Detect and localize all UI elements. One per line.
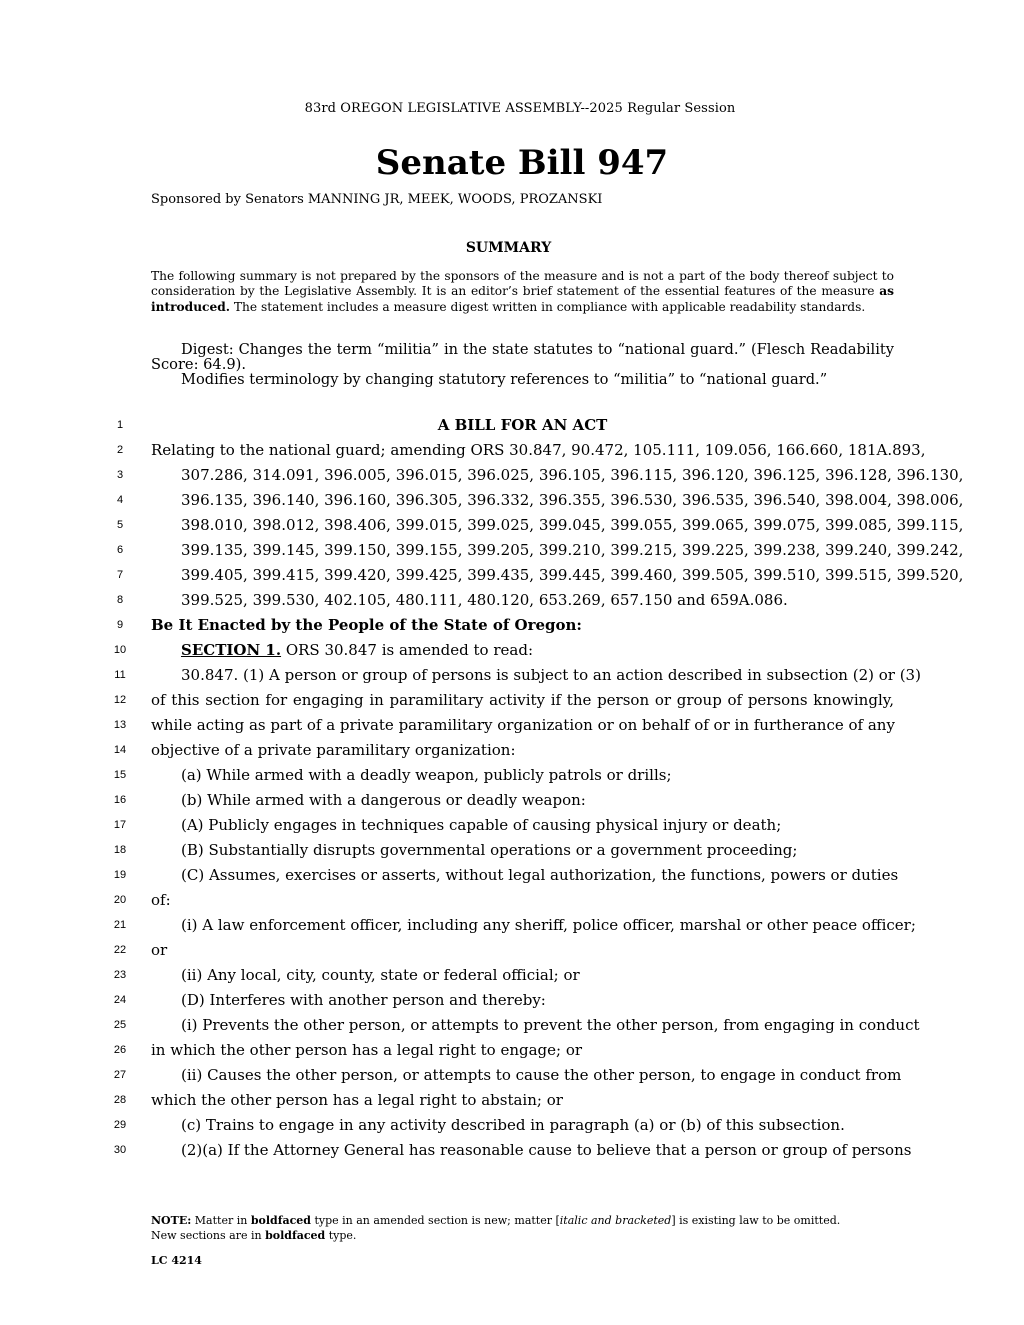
bill-line: 307.286, 314.091, 396.005, 396.015, 396.025, 396.105, 396.115, 396.120, 396.125, 396.128, 396.130,	[181, 466, 964, 484]
line-number: 21	[113, 919, 127, 931]
sponsors-line: Sponsored by Senators MANNING JR, MEEK, WOODS, PROZANSKI	[151, 192, 603, 207]
modifies-text: Modifies terminology by changing statutory references to “militia” to “national guard.”	[181, 371, 828, 389]
note-line-2: New sections are in boldfaced type.	[151, 1229, 357, 1242]
line-number: 19	[113, 869, 127, 881]
bill-line: (i) A law enforcement officer, including any sheriff, police officer, marshal or other peace officer;	[181, 916, 916, 934]
digest-block	[151, 342, 894, 388]
lc-number: LC 4214	[151, 1254, 202, 1267]
bill-line: (D) Interferes with another person and thereby:	[181, 991, 546, 1009]
line-number: 22	[113, 944, 127, 956]
section-label: SECTION 1.	[181, 641, 282, 659]
bill-line: 396.135, 396.140, 396.160, 396.305, 396.332, 396.355, 396.530, 396.535, 396.540, 398.004, 398.006,	[181, 491, 964, 509]
line-number: 15	[113, 769, 127, 781]
bill-line: of this section for engaging in paramilitary activity if the person or group of persons knowingly,	[151, 691, 894, 709]
line-number: 28	[113, 1094, 127, 1106]
line-number: 24	[113, 994, 127, 1006]
line-number: 8	[116, 594, 124, 606]
bill-title: Senate Bill 947	[375, 143, 669, 183]
bill-line: (b) While armed with a dangerous or deadly weapon:	[181, 791, 586, 809]
line-number: 17	[113, 819, 127, 831]
summary-heading: SUMMARY	[465, 240, 552, 256]
line-number: 5	[116, 519, 124, 531]
bill-line: (A) Publicly engages in techniques capable of causing physical injury or death;	[181, 816, 782, 834]
bill-line: or	[151, 941, 168, 959]
bill-line: 30.847. (1) A person or group of persons is subject to an action described in subsection (2) or (3)	[181, 666, 921, 684]
bill-line: in which the other person has a legal right to engage; or	[151, 1041, 583, 1059]
footer-note	[151, 1213, 840, 1243]
bill-line: (ii) Causes the other person, or attempts to cause the other person, to engage in conduct from	[181, 1066, 902, 1084]
line-number: 2	[116, 444, 124, 456]
bill-line: (c) Trains to engage in any activity described in paragraph (a) or (b) of this subsection.	[181, 1116, 845, 1134]
bill-line: (2)(a) If the Attorney General has reasonable cause to believe that a person or group of persons	[181, 1141, 912, 1159]
line-number: 13	[113, 719, 127, 731]
bill-line: (C) Assumes, exercises or asserts, without legal authorization, the functions, powers or duties	[181, 866, 899, 884]
line-number: 16	[113, 794, 127, 806]
line-number: 18	[113, 844, 127, 856]
digest-text: Digest: Changes the term “militia” in the state statutes to “national guard.” (Flesch Readability Score: 64.9).	[151, 341, 894, 374]
bill-line: of:	[151, 891, 171, 909]
line-number: 26	[113, 1044, 127, 1056]
line-number: 3	[116, 469, 124, 481]
line-number: 14	[113, 744, 127, 756]
line-number: 9	[116, 619, 124, 631]
line-number: 27	[113, 1069, 127, 1081]
bill-line: 398.010, 398.012, 398.406, 399.015, 399.025, 399.045, 399.055, 399.065, 399.075, 399.085, 399.115,	[181, 516, 964, 534]
bill-line: while acting as part of a private paramilitary organization or on behalf of or in furtherance of any	[151, 716, 895, 734]
line-number: 6	[116, 544, 124, 556]
bill-line: (a) While armed with a deadly weapon, publicly patrols or drills;	[181, 766, 672, 784]
act-heading: A BILL FOR AN ACT	[437, 416, 608, 434]
bill-line: objective of a private paramilitary organization:	[151, 741, 516, 759]
line-number: 7	[116, 569, 124, 581]
bill-line: (B) Substantially disrupts governmental operations or a government proceeding;	[181, 841, 798, 859]
section-heading: SECTION 1. ORS 30.847 is amended to read:	[181, 641, 533, 659]
bill-line: 399.525, 399.530, 402.105, 480.111, 480.120, 653.269, 657.150 and 659A.086.	[181, 591, 788, 609]
bill-line: Relating to the national guard; amending ORS 30.847, 90.472, 105.111, 109.056, 166.660, 181A.893,	[151, 441, 926, 459]
line-number: 10	[113, 644, 127, 656]
line-number: 4	[116, 494, 124, 506]
line-number: 11	[114, 669, 126, 681]
line-number: 20	[113, 894, 127, 906]
line-number: 1	[116, 419, 124, 431]
bill-line: 399.405, 399.415, 399.420, 399.425, 399.435, 399.445, 399.460, 399.505, 399.510, 399.515, 399.520,	[181, 566, 964, 584]
bill-line: 399.135, 399.145, 399.150, 399.155, 399.205, 399.210, 399.215, 399.225, 399.238, 399.240, 399.242,	[181, 541, 964, 559]
enacting-clause: Be It Enacted by the People of the State of Oregon:	[151, 616, 582, 634]
line-number: 12	[113, 694, 127, 706]
session-header: 83rd OREGON LEGISLATIVE ASSEMBLY--2025 Regular Session	[304, 101, 736, 116]
summary-text: The following summary is not prepared by the sponsors of the measure and is not a part of the body thereof subject to consideration by the Legislative Assembly. It is an editor’s brief statement of the essential features of the measure as introduced. The statement includes a measure digest written in compliance with applicable readability standards.	[151, 269, 894, 314]
bill-line: (ii) Any local, city, county, state or federal official; or	[181, 966, 580, 984]
note-line-1: NOTE: Matter in boldfaced type in an amended section is new; matter [italic and bracketed] is existing law to be omitted.	[151, 1214, 841, 1227]
bill-line: (i) Prevents the other person, or attempts to prevent the other person, from engaging in conduct	[181, 1016, 920, 1034]
line-number: 29	[113, 1119, 127, 1131]
line-number: 30	[113, 1144, 127, 1156]
bill-line: which the other person has a legal right to abstain; or	[151, 1091, 563, 1109]
line-number: 23	[113, 969, 127, 981]
line-number: 25	[113, 1019, 127, 1031]
